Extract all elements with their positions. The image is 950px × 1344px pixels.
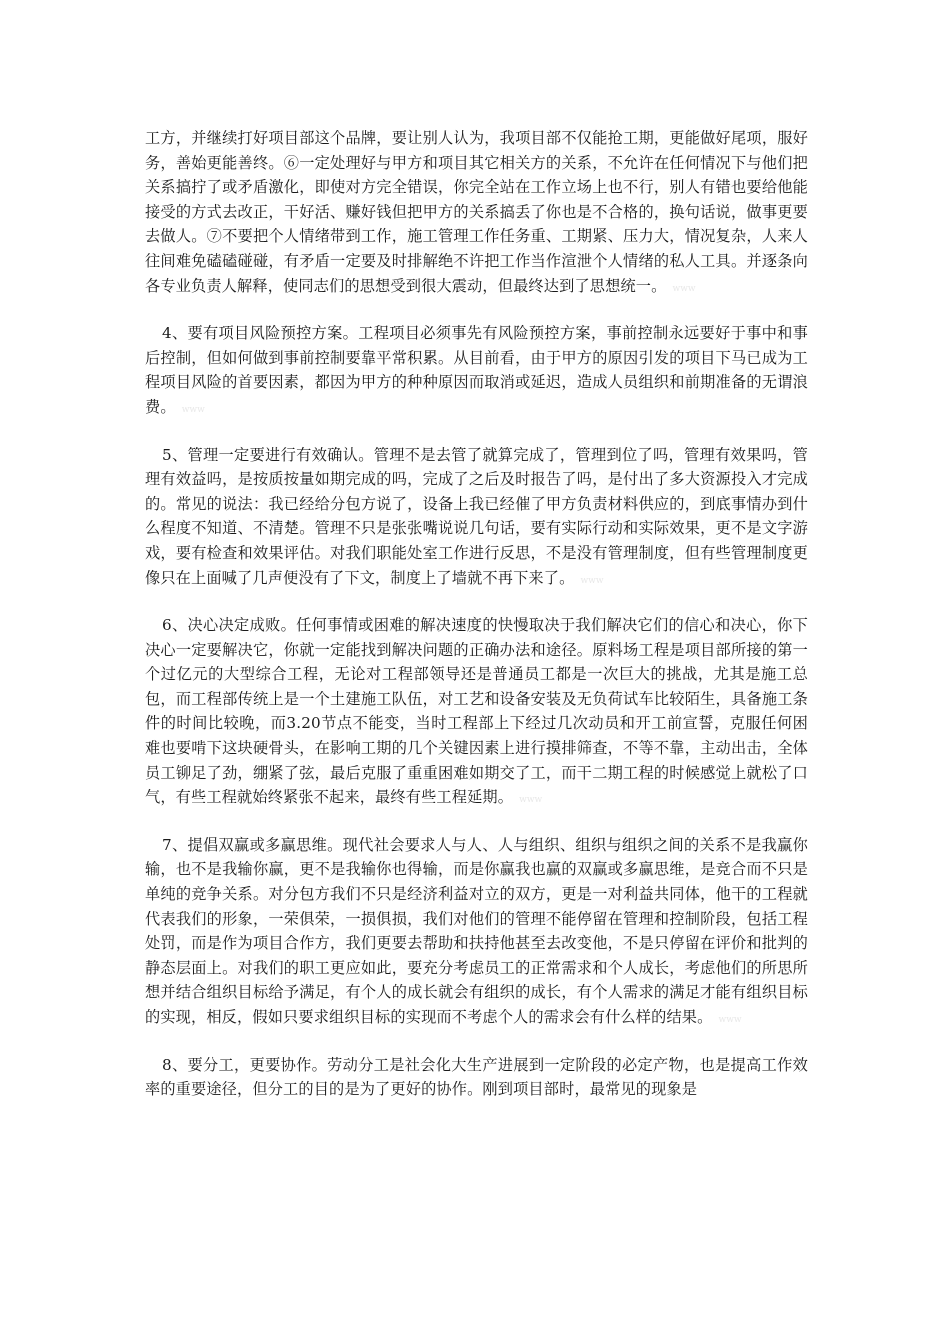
watermark-text: www xyxy=(672,283,696,294)
paragraph-text: 5、管理一定要进行有效确认。管理不是去管了就算完成了，管理到位了吗，管理有效果吗，管理有效益吗，是按质按量如期完成的吗，完成了之后及时报告了吗，是付出了多大资源投入才完成的。常见的说法：我已经给分包方说了，设备上我已经催了甲方负责材料供应的，到底事情办到什么程度不知道、不清楚。管理不只是张张嘴说说几句话，要有实际行动和实际效果，更不是文字游戏，要有检查和效果评估。对我们职能处室工作进行反思，不是没有管理制度，但有些管理制度更像只在上面喊了几声便没有了下文，制度上了墙就不再下来了。 xyxy=(145,445,808,587)
paragraph-text: 工方，并继续打好项目部这个品牌，要让别人认为，我项目部不仅能抢工期，更能做好尾项，服好务，善始更能善终。⑥一定处理好与甲方和项目其它相关方的关系，不允许在任何情况下与他们把关系搞拧了或矛盾激化，即使对方完全错误，你完全站在工作立场上也不行，别人有错也要给他能接受的方式去改正，干好活、赚好钱但把甲方的关系搞丢了你也是不合格的，换句话说，做事更要去做人。⑦不要把个人情绪带到工作，施工管理工作任务重、工期紧、压力大，情况复杂，人来人往间难免磕磕碰碰，有矛盾一定要及时排解绝不许把工作当作渲泄个人情绪的私人工具。并逐条向各专业负责人解释，使同志们的思想受到很大震动，但最终达到了思想统一。 xyxy=(145,129,808,295)
watermark-text: www xyxy=(181,404,205,415)
paragraph-item-8 xyxy=(145,1053,808,1102)
watermark-text: www xyxy=(519,795,543,806)
paragraph-continuation xyxy=(145,126,808,301)
paragraph-text: 7、提倡双赢或多赢思维。现代社会要求人与人、人与组织、组织与组织之间的关系不是我赢你输，也不是我输你赢，更不是我输你也得输，而是你赢我也赢的双赢或多赢思维，是竞合而不只是单纯的竞争关系。对分包方我们不只是经济利益对立的双方，更是一对利益共同体，他干的工程就代表我们的形象，一荣俱荣，一损俱损，我们对他们的管理不能停留在管理和控制阶段，包括工程处罚，而是作为项目合作方，我们更要去帮助和扶持他甚至去改变他，不是只停留在评价和批判的静态层面上。对我们的职工更应如此，要充分考虑员工的正常需求和个人成长，考虑他们的所思所想并结合组织目标给予满足，有个人的成长就会有组织的成长，有个人需求的满足才能有组织目标的实现，相反，假如只要求组织目标的实现而不考虑个人的需求会有什么样的结果。 xyxy=(145,835,808,1026)
paragraph-text: 6、决心决定成败。任何事情或困难的解决速度的快慢取决于我们解决它们的信心和决心，你下决心一定要解决它，你就一定能找到解决问题的正确办法和途径。原料场工程是项目部所接的第一个过亿元的大型综合工程，无论对工程部领导还是普通员工都是一次巨大的挑战，尤其是施工总包，而工程部传统上是一个土建施工队伍，对工艺和设备安装及无负荷试车比较陌生，具备施工条件的时间比较晚，而3.20节点不能变，当时工程部上下经过几次动员和开工前宣誓，克服任何困难也要啃下这块硬骨头，在影响工期的几个关键因素上进行摸排筛查，不等不靠，主动出击，全体员工铆足了劲，绷紧了弦，最后克服了重重困难如期交了工，而干二期工程的时候感觉上就松了口气，有些工程就始终紧张不起来，最终有些工程延期。 xyxy=(145,616,808,807)
paragraph-item-6 xyxy=(145,613,808,813)
paragraph-item-4 xyxy=(145,321,808,422)
paragraph-item-5 xyxy=(145,443,808,594)
document-page xyxy=(145,126,808,1102)
watermark-text: www xyxy=(580,575,604,586)
paragraph-text: 4、要有项目风险预控方案。工程项目必须事先有风险预控方案，事前控制永远要好于事中和事后控制，但如何做到事前控制要靠平常积累。从目前看，由于甲方的原因引发的项目下马已成为工程项目风险的首要因素，都因为甲方的种种原因而取消或延迟，造成人员组织和前期准备的无谓浪费。 xyxy=(145,324,808,416)
paragraph-text: 8、要分工，更要协作。劳动分工是社会化大生产进展到一定阶段的必定产物，也是提高工作效率的重要途径，但分工的目的是为了更好的协作。刚到项目部时，最常见的现象是 xyxy=(145,1055,808,1099)
watermark-text: www xyxy=(718,1015,742,1025)
paragraph-item-7 xyxy=(145,833,808,1033)
